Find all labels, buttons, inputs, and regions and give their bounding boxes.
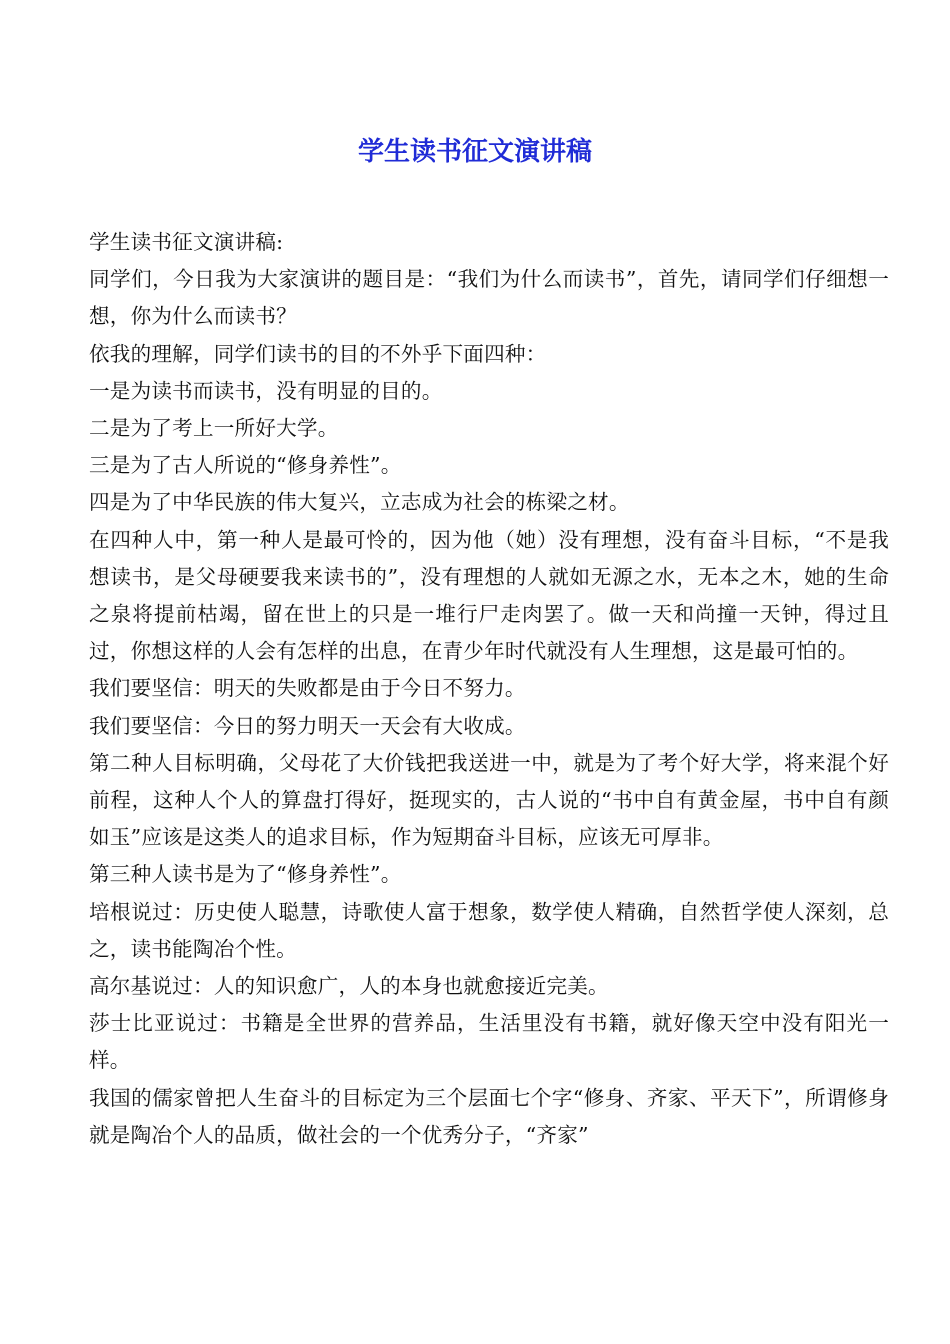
paragraph: 莎士比亚说过：书籍是全世界的营养品，生活里没有书籍，就好像天空中没有阳光一样。 (89, 1011, 889, 1073)
paragraph: 学生读书征文演讲稿: (89, 230, 284, 254)
document-body (89, 224, 889, 1154)
paragraph: 我国的儒家曾把人生奋斗的目标定为三个层面七个字“修身、齐家、平天下”，所谓修身就是陶冶个人的品质，做社会的一个优秀分子，“齐家” (89, 1085, 889, 1147)
paragraph: 我们要坚信：今日的努力明天一天会有大收成。 (89, 713, 526, 738)
paragraph: 培根说过：历史使人聪慧，诗歌使人富于想象，数学使人精确，自然哲学使人深刻，总之，读书能陶冶个性。 (89, 899, 889, 961)
document-title: 学生读书征文演讲稿 (357, 137, 592, 167)
paragraph: 在四种人中，第一种人是最可怜的，因为他（她）没有理想，没有奋斗目标，“不是我想读书，是父母硬要我来读书的”，没有理想的人就如无源之水，无本之木，她的生命之泉将提前枯竭，留在世上的只是一堆行尸走肉罢了。做一天和尚撞一天钟，得过且过，你想这样的人会有怎样的出息，在青少年时代就没有人生理想，这是最可怕的。 (89, 527, 889, 664)
paragraph: 二是为了考上一所好大学。 (89, 416, 339, 441)
paragraph: 同学们，今日我为大家演讲的题目是：“我们为什么而读书”，首先，请同学们仔细想一想，你为什么而读书？ (89, 267, 889, 329)
paragraph: 一是为读书而读书，没有明显的目的。 (89, 378, 443, 403)
paragraph: 第二种人目标明确，父母花了大价钱把我送进一中，就是为了考个好大学，将来混个好前程，这种人个人的算盘打得好，挺现实的，古人说的“书中自有黄金屋，书中自有颜如玉”应该是这类人的追求目标，作为短期奋斗目标，应该无可厚非。 (89, 750, 889, 850)
paragraph: 三是为了古人所说的“修身养性”。 (89, 453, 402, 478)
paragraph: 第三种人读书是为了“修身养性”。 (89, 862, 402, 887)
paragraph: 高尔基说过：人的知识愈广，人的本身也就愈接近完美。 (89, 974, 609, 999)
paragraph: 依我的理解，同学们读书的目的不外乎下面四种： (89, 341, 547, 366)
paragraph: 四是为了中华民族的伟大复兴，立志成为社会的栋梁之材。 (89, 490, 630, 515)
paragraph: 我们要坚信：明天的失败都是由于今日不努力。 (89, 676, 526, 701)
